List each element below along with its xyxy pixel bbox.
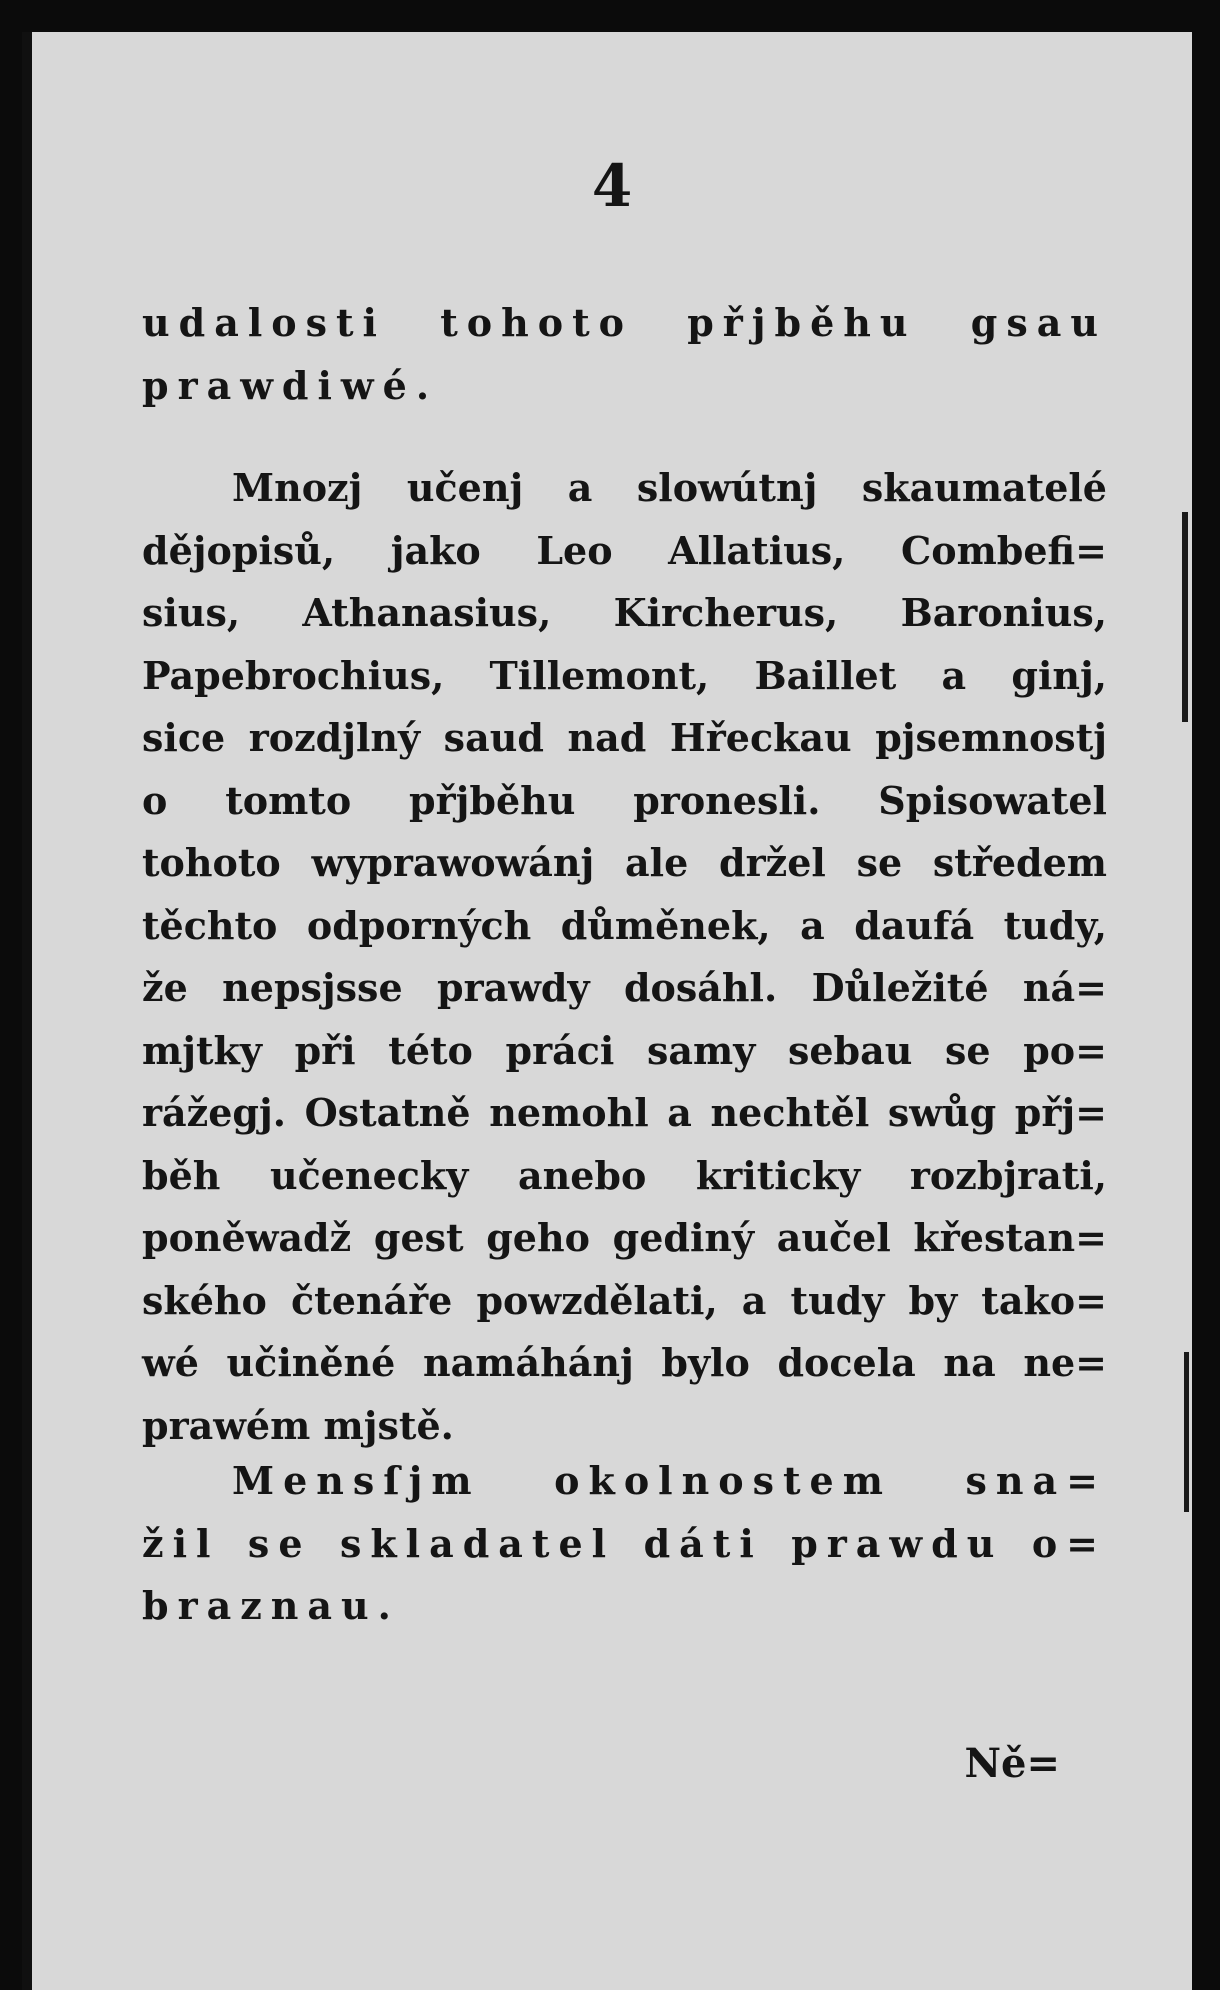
text-line: běh učenecky anebo kriticky rozbjrati, (142, 1152, 1107, 1198)
text-line: sice rozdjlný saud nad Hřeckau pjsemnostj (142, 715, 1107, 760)
text-line: braznau. (142, 1583, 400, 1628)
text-line: Papebrochius, Tillemont, Baillet a ginj, (142, 652, 1107, 698)
paper-sheet (22, 32, 1192, 1990)
text-line: poněwadž gest geho gediný aučel křestan= (142, 1215, 1107, 1260)
catchword: Ně= (964, 1740, 1060, 1787)
text-line: prawém mjstě. (142, 1402, 454, 1448)
text-line: prawdiwé. (142, 362, 439, 408)
paragraph-1 (142, 292, 1107, 417)
text-line: že nepsjsse prawdy dosáhl. Důležité ná= (142, 965, 1107, 1010)
scan-scratch (1184, 1352, 1189, 1512)
text-line: udalosti tohoto přjběhu gsau (142, 300, 1107, 345)
scan-scratch (1182, 512, 1188, 722)
text-line: Mensſjm okolnostem sna= (232, 1458, 1107, 1503)
text-line: tohoto wyprawowánj ale držel se středem (142, 840, 1107, 885)
paragraph-2 (142, 457, 1107, 1457)
text-line: mjtky při této práci samy sebau se po= (142, 1027, 1107, 1073)
text-line: rážegj. Ostatně nemohl a nechtěl swůg přj= (142, 1090, 1107, 1135)
text-line: o tomto přjběhu pronesli. Spisowatel (142, 777, 1107, 823)
text-line: ského čtenáře powzdělati, a tudy by tako= (142, 1277, 1107, 1323)
text-line: dějopisů, jako Leo Allatius, Combefi= (142, 527, 1107, 573)
text-line: sius, Athanasius, Kircherus, Baronius, (142, 590, 1107, 635)
text-line: wé učiněné namáhánj bylo docela na ne= (142, 1340, 1107, 1385)
page-number: 4 (591, 152, 633, 220)
text-line: žil se skladatel dáti prawdu o= (142, 1520, 1107, 1566)
scan-edge (1206, 0, 1220, 1990)
paragraph-3 (142, 1450, 1107, 1638)
text-line: těchto odporných důměnek, a daufá tudy, (142, 902, 1107, 948)
text-line: Mnozj učenj a slowútnj skaumatelé (232, 465, 1107, 510)
